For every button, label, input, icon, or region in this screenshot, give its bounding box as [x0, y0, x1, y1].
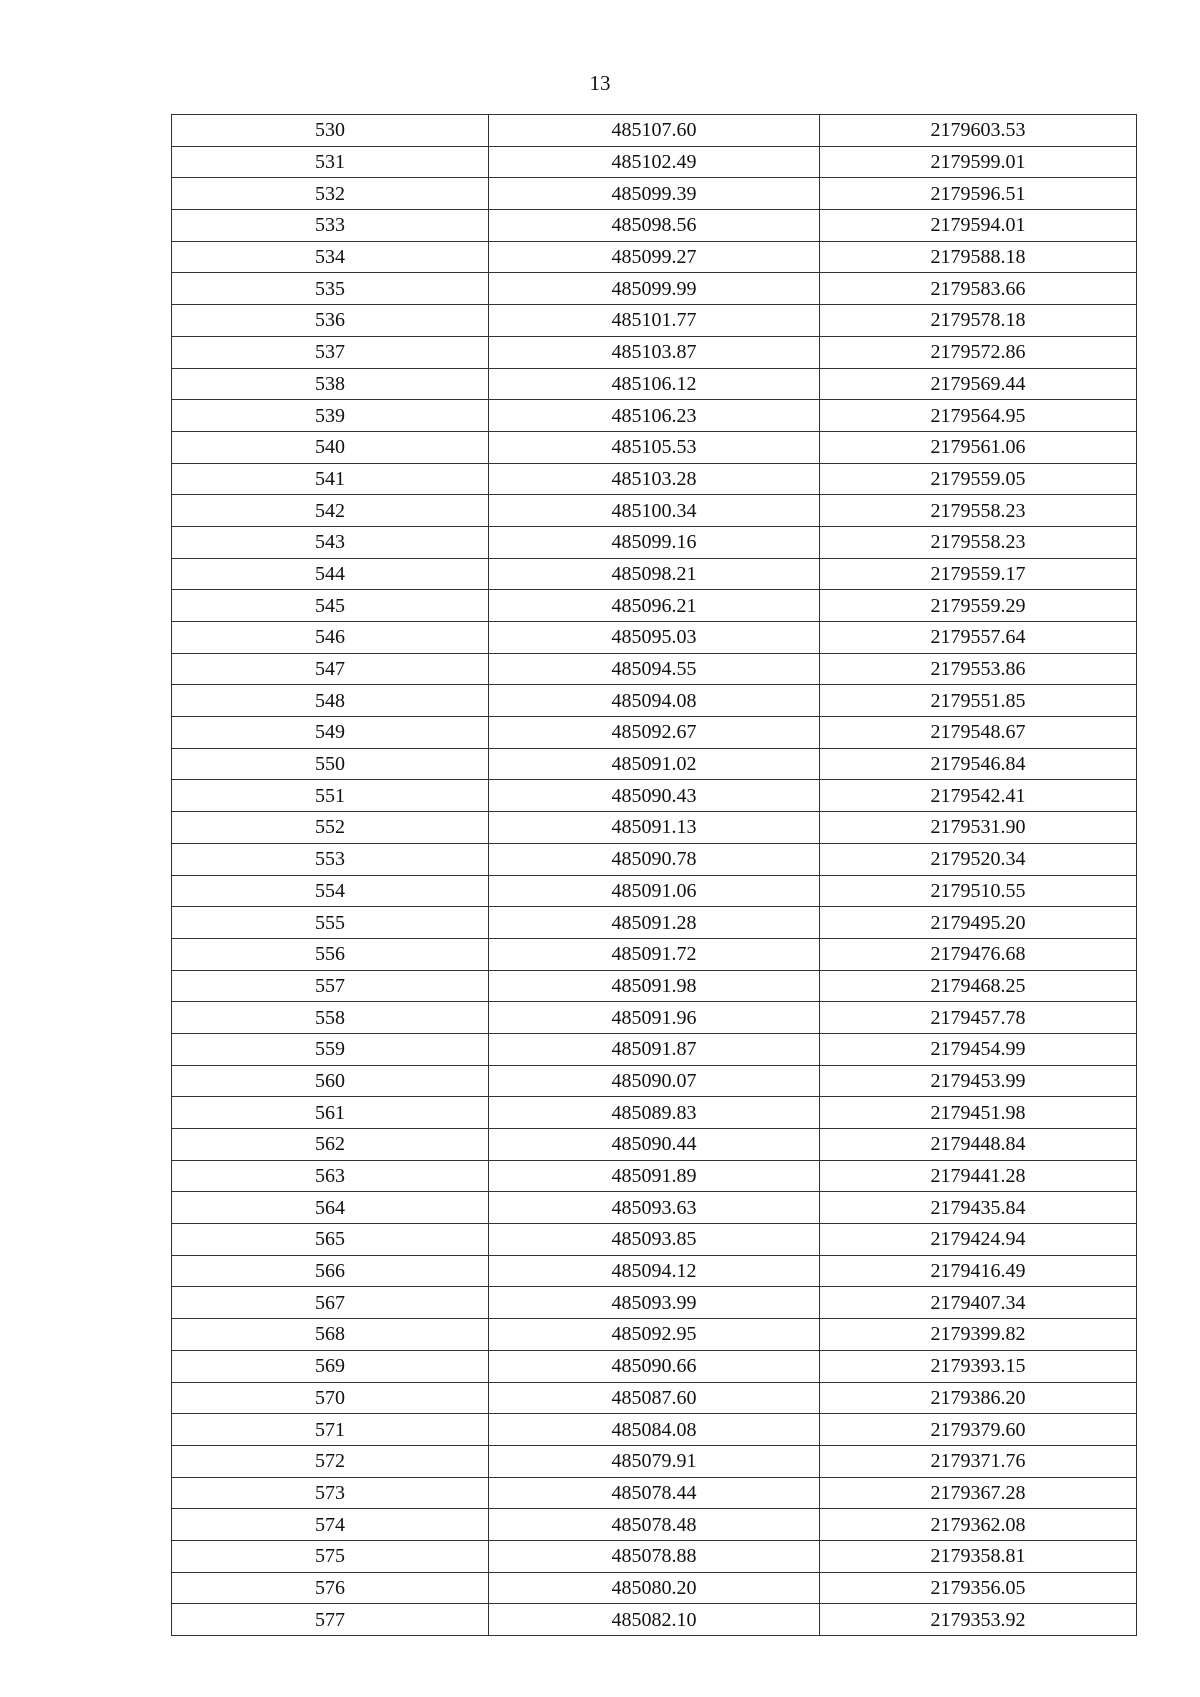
x-coordinate-cell: 485092.67: [489, 717, 820, 749]
y-coordinate-cell: 2179551.85: [820, 685, 1137, 717]
x-coordinate-cell: 485099.27: [489, 241, 820, 273]
x-coordinate-cell: 485106.12: [489, 368, 820, 400]
x-coordinate-cell: 485091.96: [489, 1002, 820, 1034]
table-row: [172, 970, 1137, 1002]
x-coordinate-cell: 485093.63: [489, 1192, 820, 1224]
point-number-cell: 543: [172, 526, 489, 558]
y-coordinate-cell: 2179358.81: [820, 1540, 1137, 1572]
y-coordinate-cell: 2179441.28: [820, 1160, 1137, 1192]
table-row: [172, 241, 1137, 273]
point-number-cell: 550: [172, 748, 489, 780]
x-coordinate-cell: 485103.87: [489, 336, 820, 368]
coordinates-table: [171, 114, 1137, 1636]
point-number-cell: 558: [172, 1002, 489, 1034]
y-coordinate-cell: 2179448.84: [820, 1129, 1137, 1161]
table-row: [172, 1160, 1137, 1192]
y-coordinate-cell: 2179572.86: [820, 336, 1137, 368]
y-coordinate-cell: 2179495.20: [820, 907, 1137, 939]
y-coordinate-cell: 2179553.86: [820, 653, 1137, 685]
x-coordinate-cell: 485091.28: [489, 907, 820, 939]
y-coordinate-cell: 2179599.01: [820, 146, 1137, 178]
point-number-cell: 552: [172, 812, 489, 844]
y-coordinate-cell: 2179603.53: [820, 115, 1137, 147]
page-number: 13: [589, 71, 611, 95]
y-coordinate-cell: 2179379.60: [820, 1414, 1137, 1446]
table-row: [172, 1065, 1137, 1097]
table-row: [172, 1477, 1137, 1509]
point-number-cell: 541: [172, 463, 489, 495]
point-number-cell: 567: [172, 1287, 489, 1319]
table-row: [172, 1255, 1137, 1287]
table-row: [172, 146, 1137, 178]
x-coordinate-cell: 485096.21: [489, 590, 820, 622]
table-row: [172, 1572, 1137, 1604]
table-row: [172, 1097, 1137, 1129]
x-coordinate-cell: 485091.98: [489, 970, 820, 1002]
table-row: [172, 210, 1137, 242]
y-coordinate-cell: 2179578.18: [820, 305, 1137, 337]
y-coordinate-cell: 2179367.28: [820, 1477, 1137, 1509]
point-number-cell: 553: [172, 843, 489, 875]
table-row: [172, 812, 1137, 844]
x-coordinate-cell: 485078.48: [489, 1509, 820, 1541]
table-row: [172, 1414, 1137, 1446]
x-coordinate-cell: 485091.13: [489, 812, 820, 844]
y-coordinate-cell: 2179356.05: [820, 1572, 1137, 1604]
table-row: [172, 400, 1137, 432]
table-row: [172, 1033, 1137, 1065]
point-number-cell: 575: [172, 1540, 489, 1572]
x-coordinate-cell: 485099.99: [489, 273, 820, 305]
table-row: [172, 1509, 1137, 1541]
table-row: [172, 843, 1137, 875]
y-coordinate-cell: 2179548.67: [820, 717, 1137, 749]
x-coordinate-cell: 485091.72: [489, 938, 820, 970]
y-coordinate-cell: 2179594.01: [820, 210, 1137, 242]
point-number-cell: 545: [172, 590, 489, 622]
point-number-cell: 537: [172, 336, 489, 368]
point-number-cell: 547: [172, 653, 489, 685]
point-number-cell: 568: [172, 1319, 489, 1351]
x-coordinate-cell: 485080.20: [489, 1572, 820, 1604]
x-coordinate-cell: 485105.53: [489, 431, 820, 463]
y-coordinate-cell: 2179588.18: [820, 241, 1137, 273]
table-row: [172, 526, 1137, 558]
point-number-cell: 562: [172, 1129, 489, 1161]
table-row: [172, 622, 1137, 654]
x-coordinate-cell: 485090.78: [489, 843, 820, 875]
x-coordinate-cell: 485094.08: [489, 685, 820, 717]
y-coordinate-cell: 2179531.90: [820, 812, 1137, 844]
point-number-cell: 565: [172, 1224, 489, 1256]
y-coordinate-cell: 2179468.25: [820, 970, 1137, 1002]
point-number-cell: 572: [172, 1445, 489, 1477]
table-row: [172, 273, 1137, 305]
x-coordinate-cell: 485106.23: [489, 400, 820, 432]
x-coordinate-cell: 485090.66: [489, 1350, 820, 1382]
point-number-cell: 548: [172, 685, 489, 717]
point-number-cell: 564: [172, 1192, 489, 1224]
point-number-cell: 542: [172, 495, 489, 527]
table-row: [172, 368, 1137, 400]
point-number-cell: 551: [172, 780, 489, 812]
x-coordinate-cell: 485099.16: [489, 526, 820, 558]
x-coordinate-cell: 485093.85: [489, 1224, 820, 1256]
coordinates-table-body: [172, 115, 1137, 1636]
x-coordinate-cell: 485094.12: [489, 1255, 820, 1287]
point-number-cell: 559: [172, 1033, 489, 1065]
point-number-cell: 556: [172, 938, 489, 970]
y-coordinate-cell: 2179386.20: [820, 1382, 1137, 1414]
y-coordinate-cell: 2179561.06: [820, 431, 1137, 463]
x-coordinate-cell: 485079.91: [489, 1445, 820, 1477]
table-row: [172, 1540, 1137, 1572]
x-coordinate-cell: 485098.21: [489, 558, 820, 590]
x-coordinate-cell: 485090.43: [489, 780, 820, 812]
table-row: [172, 685, 1137, 717]
table-row: [172, 1445, 1137, 1477]
y-coordinate-cell: 2179558.23: [820, 526, 1137, 558]
y-coordinate-cell: 2179353.92: [820, 1604, 1137, 1636]
point-number-cell: 549: [172, 717, 489, 749]
x-coordinate-cell: 485090.07: [489, 1065, 820, 1097]
table-row: [172, 178, 1137, 210]
x-coordinate-cell: 485084.08: [489, 1414, 820, 1446]
x-coordinate-cell: 485091.02: [489, 748, 820, 780]
x-coordinate-cell: 485102.49: [489, 146, 820, 178]
y-coordinate-cell: 2179453.99: [820, 1065, 1137, 1097]
point-number-cell: 534: [172, 241, 489, 273]
table-row: [172, 336, 1137, 368]
x-coordinate-cell: 485078.88: [489, 1540, 820, 1572]
y-coordinate-cell: 2179393.15: [820, 1350, 1137, 1382]
y-coordinate-cell: 2179569.44: [820, 368, 1137, 400]
x-coordinate-cell: 485101.77: [489, 305, 820, 337]
point-number-cell: 569: [172, 1350, 489, 1382]
point-number-cell: 560: [172, 1065, 489, 1097]
table-row: [172, 907, 1137, 939]
point-number-cell: 570: [172, 1382, 489, 1414]
y-coordinate-cell: 2179416.49: [820, 1255, 1137, 1287]
table-row: [172, 431, 1137, 463]
y-coordinate-cell: 2179559.05: [820, 463, 1137, 495]
x-coordinate-cell: 485091.87: [489, 1033, 820, 1065]
x-coordinate-cell: 485091.06: [489, 875, 820, 907]
table-row: [172, 1382, 1137, 1414]
table-row: [172, 1192, 1137, 1224]
table-row: [172, 305, 1137, 337]
point-number-cell: 566: [172, 1255, 489, 1287]
x-coordinate-cell: 485103.28: [489, 463, 820, 495]
table-row: [172, 558, 1137, 590]
table-row: [172, 938, 1137, 970]
table-row: [172, 780, 1137, 812]
y-coordinate-cell: 2179407.34: [820, 1287, 1137, 1319]
x-coordinate-cell: 485094.55: [489, 653, 820, 685]
table-row: [172, 875, 1137, 907]
y-coordinate-cell: 2179424.94: [820, 1224, 1137, 1256]
x-coordinate-cell: 485090.44: [489, 1129, 820, 1161]
y-coordinate-cell: 2179559.29: [820, 590, 1137, 622]
point-number-cell: 544: [172, 558, 489, 590]
y-coordinate-cell: 2179476.68: [820, 938, 1137, 970]
table-row: [172, 115, 1137, 147]
x-coordinate-cell: 485100.34: [489, 495, 820, 527]
y-coordinate-cell: 2179454.99: [820, 1033, 1137, 1065]
x-coordinate-cell: 485093.99: [489, 1287, 820, 1319]
point-number-cell: 533: [172, 210, 489, 242]
y-coordinate-cell: 2179510.55: [820, 875, 1137, 907]
x-coordinate-cell: 485098.56: [489, 210, 820, 242]
y-coordinate-cell: 2179457.78: [820, 1002, 1137, 1034]
point-number-cell: 574: [172, 1509, 489, 1541]
point-number-cell: 538: [172, 368, 489, 400]
table-row: [172, 495, 1137, 527]
y-coordinate-cell: 2179362.08: [820, 1509, 1137, 1541]
point-number-cell: 555: [172, 907, 489, 939]
x-coordinate-cell: 485099.39: [489, 178, 820, 210]
point-number-cell: 571: [172, 1414, 489, 1446]
point-number-cell: 561: [172, 1097, 489, 1129]
y-coordinate-cell: 2179583.66: [820, 273, 1137, 305]
table-row: [172, 1002, 1137, 1034]
table-row: [172, 1224, 1137, 1256]
point-number-cell: 532: [172, 178, 489, 210]
point-number-cell: 577: [172, 1604, 489, 1636]
point-number-cell: 531: [172, 146, 489, 178]
table-row: [172, 590, 1137, 622]
x-coordinate-cell: 485082.10: [489, 1604, 820, 1636]
x-coordinate-cell: 485092.95: [489, 1319, 820, 1351]
y-coordinate-cell: 2179451.98: [820, 1097, 1137, 1129]
table-row: [172, 1350, 1137, 1382]
point-number-cell: 530: [172, 115, 489, 147]
y-coordinate-cell: 2179558.23: [820, 495, 1137, 527]
y-coordinate-cell: 2179435.84: [820, 1192, 1137, 1224]
table-row: [172, 1287, 1137, 1319]
point-number-cell: 554: [172, 875, 489, 907]
point-number-cell: 576: [172, 1572, 489, 1604]
point-number-cell: 539: [172, 400, 489, 432]
point-number-cell: 573: [172, 1477, 489, 1509]
table-row: [172, 1604, 1137, 1636]
table-row: [172, 463, 1137, 495]
x-coordinate-cell: 485078.44: [489, 1477, 820, 1509]
table-row: [172, 717, 1137, 749]
x-coordinate-cell: 485107.60: [489, 115, 820, 147]
y-coordinate-cell: 2179371.76: [820, 1445, 1137, 1477]
table-row: [172, 1129, 1137, 1161]
table-row: [172, 653, 1137, 685]
table-row: [172, 748, 1137, 780]
point-number-cell: 536: [172, 305, 489, 337]
y-coordinate-cell: 2179596.51: [820, 178, 1137, 210]
point-number-cell: 540: [172, 431, 489, 463]
y-coordinate-cell: 2179520.34: [820, 843, 1137, 875]
y-coordinate-cell: 2179399.82: [820, 1319, 1137, 1351]
point-number-cell: 546: [172, 622, 489, 654]
point-number-cell: 535: [172, 273, 489, 305]
x-coordinate-cell: 485089.83: [489, 1097, 820, 1129]
y-coordinate-cell: 2179557.64: [820, 622, 1137, 654]
y-coordinate-cell: 2179542.41: [820, 780, 1137, 812]
point-number-cell: 563: [172, 1160, 489, 1192]
x-coordinate-cell: 485095.03: [489, 622, 820, 654]
y-coordinate-cell: 2179564.95: [820, 400, 1137, 432]
y-coordinate-cell: 2179546.84: [820, 748, 1137, 780]
table-row: [172, 1319, 1137, 1351]
y-coordinate-cell: 2179559.17: [820, 558, 1137, 590]
x-coordinate-cell: 485091.89: [489, 1160, 820, 1192]
point-number-cell: 557: [172, 970, 489, 1002]
x-coordinate-cell: 485087.60: [489, 1382, 820, 1414]
